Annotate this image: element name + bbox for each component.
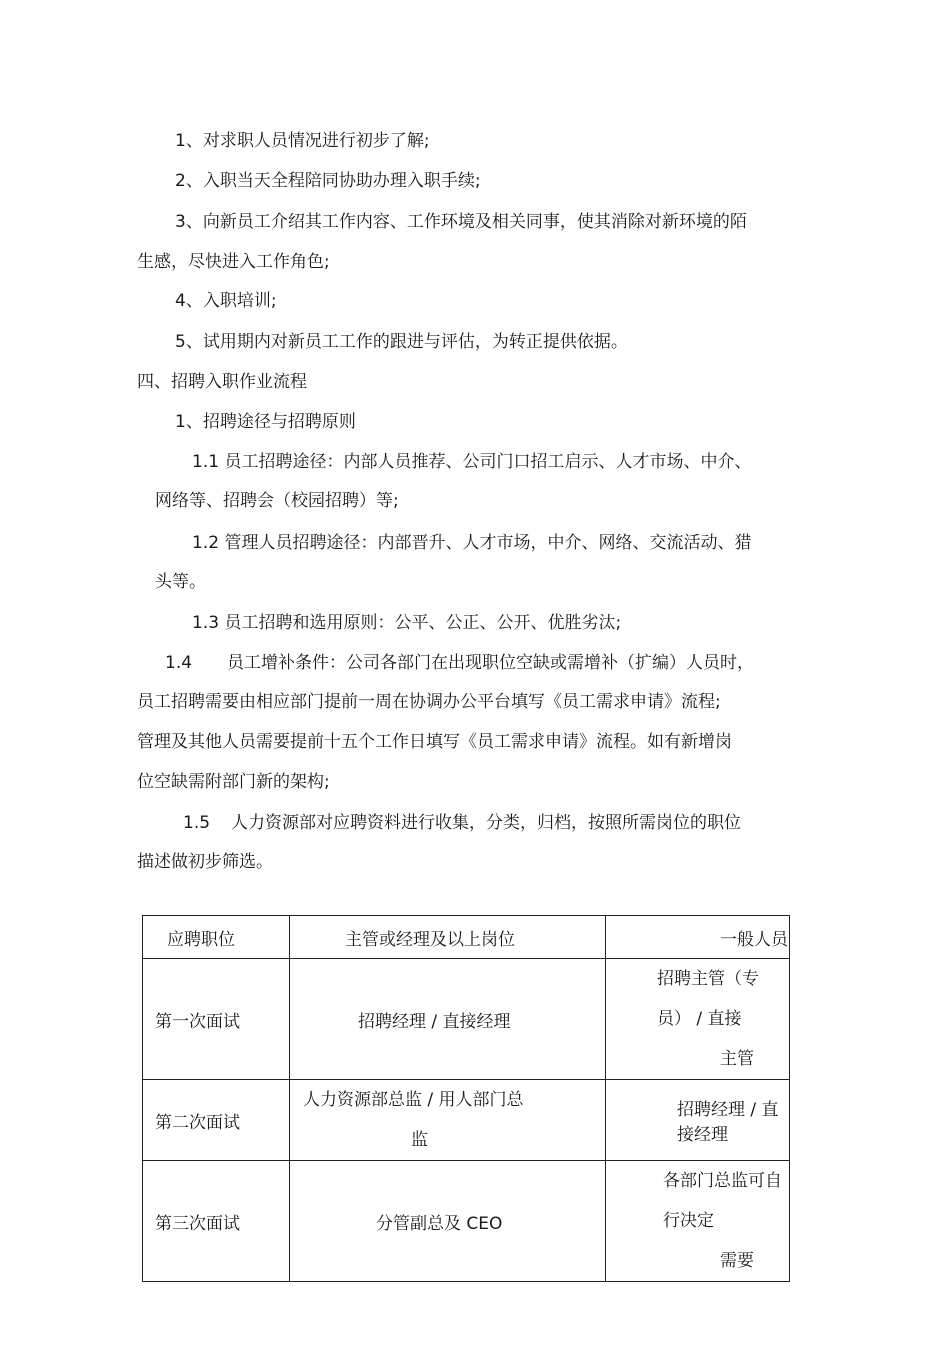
list-item-1: 1、对求职人员情况进行初步了解; bbox=[175, 131, 430, 151]
list-item-2: 2、入职当天全程陪同协助办理入职手续; bbox=[175, 171, 481, 191]
table-cell-line: 需要 bbox=[720, 1251, 754, 1271]
item-1-2-line-2: 头等。 bbox=[155, 572, 206, 592]
table-cell-line: 各部门总监可自行决定 bbox=[663, 1171, 782, 1231]
table-cell bbox=[290, 1080, 606, 1161]
item-1-3: 1.3 员工招聘和选用原则：公平、公正、公开、优胜劣汰; bbox=[192, 613, 622, 633]
list-item-3-line-1: 3、向新员工介绍其工作内容、工作环境及相关同事，使其消除对新环境的陌 bbox=[175, 212, 747, 232]
section-heading-4: 四、招聘入职作业流程 bbox=[137, 372, 307, 392]
table-row-label: 第三次面试 bbox=[143, 1161, 290, 1282]
item-1-4-line-2: 员工招聘需要由相应部门提前一周在协调办公平台填写《员工需求申请》流程; bbox=[137, 692, 721, 712]
item-1-2-line-1: 1.2 管理人员招聘途径：内部晋升、人才市场，中介、网络、交流活动、猎 bbox=[192, 533, 752, 553]
table-cell-line: 人力资源部总监 / 用人部门总 bbox=[303, 1090, 524, 1110]
table-row bbox=[143, 1080, 790, 1161]
table-cell-line: 监 bbox=[411, 1130, 428, 1150]
table-cell bbox=[606, 959, 790, 1080]
table-row bbox=[143, 1161, 790, 1282]
table-header-cell: 应聘职位 bbox=[143, 916, 290, 959]
item-1-4-line-4: 位空缺需附部门新的架构; bbox=[137, 772, 330, 792]
item-1-1-line-1: 1.1 员工招聘途径：内部人员推荐、公司门口招工启示、人才市场、中介、 bbox=[192, 452, 752, 472]
table-header-cell: 主管或经理及以上岗位 bbox=[290, 916, 606, 959]
item-1-4-number: 1.4 bbox=[165, 653, 193, 673]
table-row bbox=[143, 959, 790, 1080]
table-cell: 招聘经理 / 直接经理 bbox=[290, 959, 606, 1080]
table-cell-line: 主管 bbox=[720, 1049, 754, 1069]
subsection-heading-1: 1、招聘途径与招聘原则 bbox=[175, 412, 356, 432]
item-1-5-line-2: 描述做初步筛选。 bbox=[137, 852, 273, 872]
table-header-row bbox=[143, 916, 790, 959]
table-cell: 分管副总及 CEO bbox=[290, 1161, 606, 1282]
item-1-5-line-1: 人力资源部对应聘资料进行收集，分类，归档，按照所需岗位的职位 bbox=[231, 813, 741, 833]
table-header-cell: 一般人员 bbox=[606, 916, 790, 959]
item-1-1-line-2: 网络等、招聘会（校园招聘）等; bbox=[155, 491, 399, 511]
list-item-3-line-2: 生感，尽快进入工作角色; bbox=[137, 252, 330, 272]
interview-table bbox=[142, 915, 790, 1282]
item-1-4-line-3: 管理及其他人员需要提前十五个工作日填写《员工需求申请》流程。如有新增岗 bbox=[137, 732, 732, 752]
table-row-label: 第一次面试 bbox=[143, 959, 290, 1080]
list-item-5: 5、试用期内对新员工工作的跟进与评估，为转正提供依据。 bbox=[175, 332, 628, 352]
list-item-4: 4、入职培训; bbox=[175, 291, 277, 311]
table-cell bbox=[606, 1161, 790, 1282]
table-cell-line: 招聘主管（专员） / 直接 bbox=[657, 969, 759, 1029]
item-1-4-line-1: 员工增补条件：公司各部门在出现职位空缺或需增补（扩编）人员时， bbox=[227, 653, 754, 673]
item-1-5-number: 1.5 bbox=[183, 813, 211, 833]
table-cell: 招聘经理 / 直接经理 bbox=[606, 1080, 790, 1161]
table-row-label: 第二次面试 bbox=[143, 1080, 290, 1161]
